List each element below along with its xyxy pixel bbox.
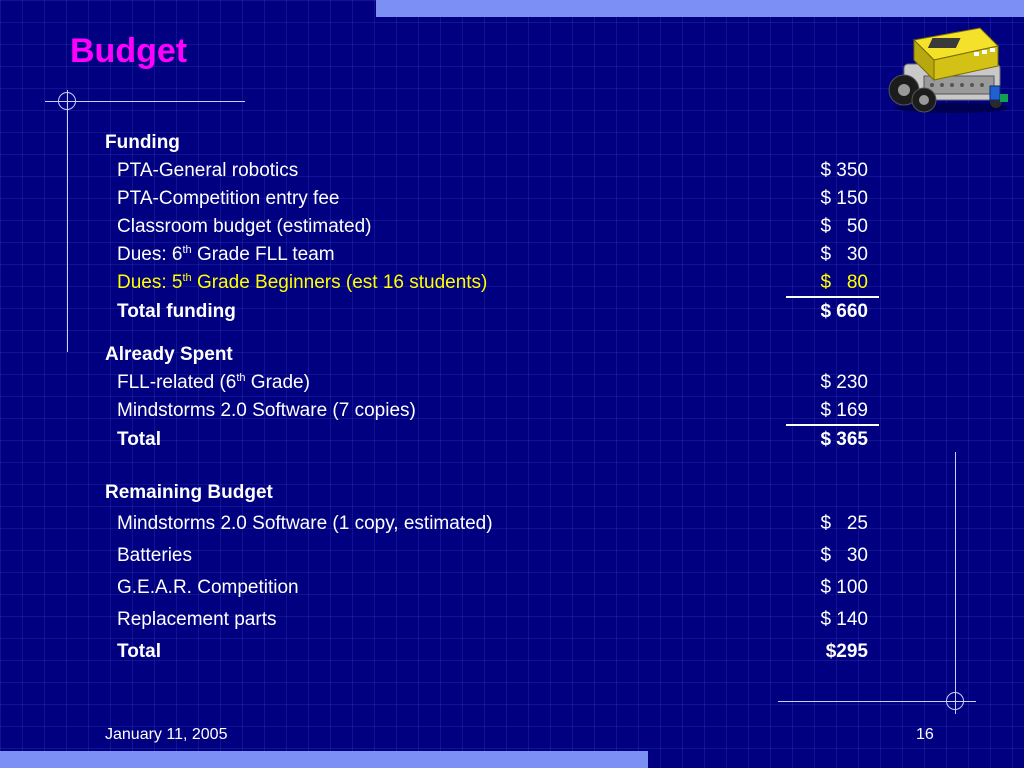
top-accent-bar [376, 0, 1024, 17]
decor-line-v-left [67, 90, 68, 352]
row-amount: $ 25 [820, 513, 868, 534]
row-label: PTA-Competition entry fee [117, 188, 340, 209]
row-label: Dues: 5th Grade Beginners (est 16 students) [117, 272, 488, 293]
row-amount: $ 30 [820, 545, 868, 566]
funding-total-rule [786, 296, 879, 298]
row-amount: $ 100 [820, 577, 868, 598]
row-label: Classroom budget (estimated) [117, 216, 372, 237]
spent-total-row [117, 428, 868, 452]
row-amount: $ 140 [820, 609, 868, 630]
remaining-heading: Remaining Budget [105, 482, 273, 503]
spent-row-fll [117, 371, 868, 395]
funding-row-pta-general [117, 159, 868, 183]
funding-row-classroom [117, 215, 868, 239]
row-amount: $ 365 [820, 429, 868, 450]
row-amount: $295 [825, 641, 868, 662]
row-label: FLL-related (6th Grade) [117, 372, 310, 393]
funding-heading: Funding [105, 132, 180, 153]
remaining-row-parts [117, 608, 868, 632]
footer-date: January 11, 2005 [105, 726, 228, 743]
row-label: Total [117, 641, 161, 662]
row-label: Mindstorms 2.0 Software (1 copy, estimated) [117, 513, 493, 534]
decor-line-v-right [955, 452, 956, 714]
row-amount: $ 80 [820, 272, 868, 293]
remaining-row-gear [117, 576, 868, 600]
funding-row-dues-6th [117, 243, 868, 267]
row-label: Replacement parts [117, 609, 277, 630]
row-amount: $ 169 [820, 400, 868, 421]
crosshair-icon-top-left [58, 92, 76, 110]
row-label: Dues: 6th Grade FLL team [117, 244, 335, 265]
page-number: 16 [916, 726, 934, 743]
bottom-accent-bar [0, 751, 648, 768]
remaining-row-mindstorms [117, 512, 868, 536]
row-label: Total funding [117, 301, 236, 322]
row-label: PTA-General robotics [117, 160, 299, 181]
spent-heading: Already Spent [105, 344, 233, 365]
funding-total-row [117, 300, 868, 324]
spent-row-mindstorms [117, 399, 868, 423]
row-label: Batteries [117, 545, 192, 566]
row-amount: $ 50 [820, 216, 868, 237]
row-label: Mindstorms 2.0 Software (7 copies) [117, 400, 416, 421]
row-amount: $ 150 [820, 188, 868, 209]
funding-row-dues-5th [117, 271, 868, 295]
remaining-total-row [117, 640, 868, 664]
spent-total-rule [786, 424, 879, 426]
funding-row-pta-competition [117, 187, 868, 211]
row-amount: $ 30 [820, 244, 868, 265]
row-amount: $ 350 [820, 160, 868, 181]
row-amount: $ 230 [820, 372, 868, 393]
row-amount: $ 660 [820, 301, 868, 322]
row-label: G.E.A.R. Competition [117, 577, 299, 598]
lego-robot-icon [884, 22, 1014, 114]
crosshair-icon-bottom-right [946, 692, 964, 710]
row-label: Total [117, 429, 161, 450]
remaining-row-batteries [117, 544, 868, 568]
slide-title: Budget [70, 32, 188, 70]
